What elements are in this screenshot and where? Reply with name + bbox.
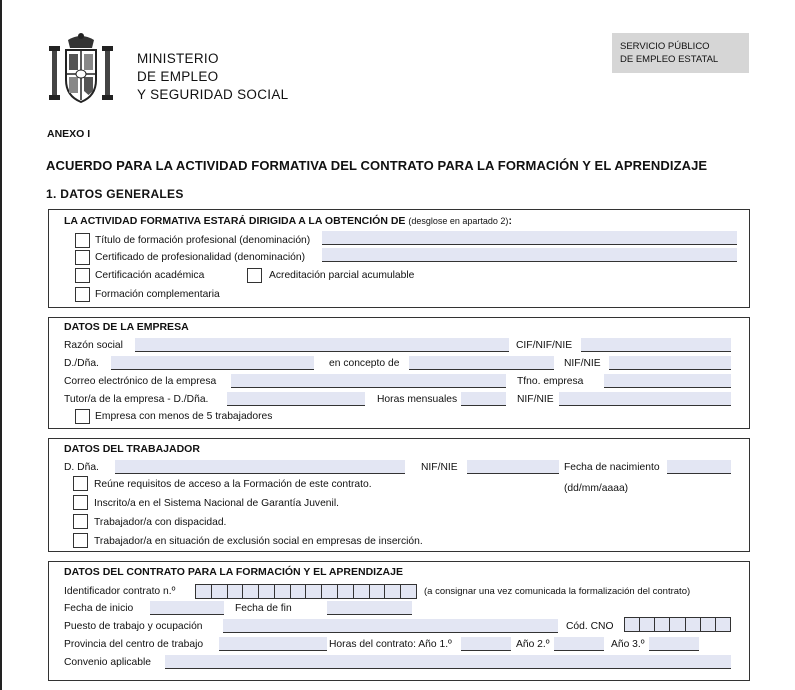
nif-tutor-field[interactable] <box>559 392 731 406</box>
fecha-inicio-field[interactable] <box>150 601 224 615</box>
nif-representante-label: NIF/NIE <box>564 358 601 369</box>
activity-heading-note: (desglose en apartado 2) <box>408 216 509 226</box>
reune-requisitos-checkbox[interactable] <box>73 476 88 491</box>
contract-heading: DATOS DEL CONTRATO PARA LA FORMACIÓN Y EL APRENDIZAJE <box>64 566 403 578</box>
titulo-fp-label: Título de formación profesional (denominación) <box>95 235 311 246</box>
certificado-profesionalidad-field[interactable] <box>322 248 737 262</box>
formacion-complementaria-label: Formación complementaria <box>95 289 220 300</box>
ano3-label: Año 3.º <box>611 639 645 650</box>
convenio-label: Convenio aplicable <box>64 657 152 668</box>
company-box <box>48 317 750 429</box>
activity-heading-colon: : <box>508 215 512 227</box>
cno-label: Cód. CNO <box>566 621 614 632</box>
ministry-line-3: Y SEGURIDAD SOCIAL <box>137 87 289 102</box>
correo-field[interactable] <box>231 374 506 388</box>
empresa-menos-5-label: Empresa con menos de 5 trabajadores <box>95 411 273 422</box>
formacion-complementaria-checkbox[interactable] <box>75 287 90 302</box>
acreditacion-parcial-checkbox[interactable] <box>247 268 262 283</box>
cif-label: CIF/NIF/NIE <box>516 340 573 351</box>
razon-social-field[interactable] <box>135 338 509 352</box>
trabajador-nif-label: NIF/NIE <box>421 462 458 473</box>
titulo-fp-field[interactable] <box>322 231 737 245</box>
identificador-label: Identificador contrato n.º <box>64 586 176 597</box>
cif-field[interactable] <box>581 338 731 352</box>
concepto-field[interactable] <box>409 356 554 370</box>
company-heading: DATOS DE LA EMPRESA <box>64 321 189 333</box>
discapacidad-checkbox[interactable] <box>73 514 88 529</box>
horas-contrato-label: Horas del contrato: Año 1.º <box>329 639 452 650</box>
fecha-nacimiento-label: Fecha de nacimiento <box>564 462 660 473</box>
activity-box <box>48 209 750 308</box>
trabajador-name-field[interactable] <box>115 460 405 474</box>
puesto-field[interactable] <box>223 619 558 633</box>
exclusion-social-checkbox[interactable] <box>73 533 88 548</box>
garantia-juvenil-checkbox[interactable] <box>73 495 88 510</box>
certificacion-academica-checkbox[interactable] <box>75 268 90 283</box>
tutor-label: Tutor/a de la empresa - D./Dña. <box>64 394 209 405</box>
nif-representante-field[interactable] <box>609 356 731 370</box>
cno-field[interactable] <box>624 617 731 632</box>
representante-field[interactable] <box>111 356 314 370</box>
provincia-label: Provincia del centro de trabajo <box>64 639 204 650</box>
correo-label: Correo electrónico de la empresa <box>64 376 217 387</box>
tfno-label: Tfno. empresa <box>517 376 584 387</box>
page-edge <box>0 0 2 690</box>
fecha-inicio-label: Fecha de inicio <box>64 603 134 614</box>
exclusion-social-label: Trabajador/a en situación de exclusión social en empresas de inserción. <box>94 536 423 547</box>
worker-heading: DATOS DEL TRABAJADOR <box>64 443 200 455</box>
document-title: ACUERDO PARA LA ACTIVIDAD FORMATIVA DEL CONTRATO PARA LA FORMACIÓN Y EL APRENDIZAJE <box>46 158 708 173</box>
contract-box <box>48 561 750 681</box>
fecha-fin-field[interactable] <box>327 601 412 615</box>
identificador-field[interactable] <box>195 584 417 599</box>
tfno-field[interactable] <box>604 374 731 388</box>
trabajador-name-label: D. Dña. <box>64 462 99 473</box>
identificador-note: (a consignar una vez comunicada la formalización del contrato) <box>424 586 691 597</box>
horas-mensuales-field[interactable] <box>461 392 506 406</box>
sepe-box <box>612 33 749 73</box>
empresa-menos-5-checkbox[interactable] <box>75 409 90 424</box>
garantia-juvenil-label: Inscrito/a en el Sistema Nacional de Garantía Juvenil. <box>94 498 339 509</box>
puesto-label: Puesto de trabajo y ocupación <box>64 621 203 632</box>
acreditacion-parcial-label: Acreditación parcial acumulable <box>269 270 415 281</box>
certificado-profesionalidad-checkbox[interactable] <box>75 250 90 265</box>
horas-ano2-field[interactable] <box>554 637 604 651</box>
ano2-label: Año 2.º <box>516 639 550 650</box>
sepe-line-1: SERVICIO PÚBLICO <box>620 41 710 52</box>
ministry-line-1: MINISTERIO <box>137 51 219 66</box>
tutor-field[interactable] <box>227 392 365 406</box>
ministry-line-2: DE EMPLEO <box>137 69 219 84</box>
ministry-name <box>137 50 288 104</box>
fecha-nacimiento-field[interactable] <box>667 460 731 474</box>
razon-social-label: Razón social <box>64 340 123 351</box>
trabajador-nif-field[interactable] <box>467 460 559 474</box>
concepto-label: en concepto de <box>329 358 400 369</box>
titulo-fp-checkbox[interactable] <box>75 233 90 248</box>
annex-label: ANEXO I <box>47 128 91 140</box>
fecha-fin-label: Fecha de fin <box>235 603 292 614</box>
nif-tutor-label: NIF/NIE <box>517 394 554 405</box>
discapacidad-label: Trabajador/a con dispacidad. <box>94 517 227 528</box>
representante-label: D./Dña. <box>64 358 99 369</box>
section-title: 1. DATOS GENERALES <box>46 187 184 201</box>
convenio-field[interactable] <box>165 655 731 669</box>
certificado-profesionalidad-label: Certificado de profesionalidad (denominación) <box>95 252 306 263</box>
coat-of-arms-icon <box>46 32 116 108</box>
sepe-line-2: DE EMPLEO ESTATAL <box>620 54 719 65</box>
date-format-hint: (dd/mm/aaaa) <box>564 483 629 494</box>
horas-ano1-field[interactable] <box>461 637 511 651</box>
activity-heading <box>64 215 512 227</box>
reune-requisitos-label: Reúne requisitos de acceso a la Formación de este contrato. <box>94 479 372 490</box>
certificacion-academica-label: Certificación académica <box>95 270 205 281</box>
provincia-field[interactable] <box>219 637 327 651</box>
horas-ano3-field[interactable] <box>649 637 699 651</box>
activity-heading-text: LA ACTIVIDAD FORMATIVA ESTARÁ DIRIGIDA A LA OBTENCIÓN DE <box>64 215 406 227</box>
worker-box <box>48 438 750 552</box>
horas-mensuales-label: Horas mensuales <box>377 394 458 405</box>
